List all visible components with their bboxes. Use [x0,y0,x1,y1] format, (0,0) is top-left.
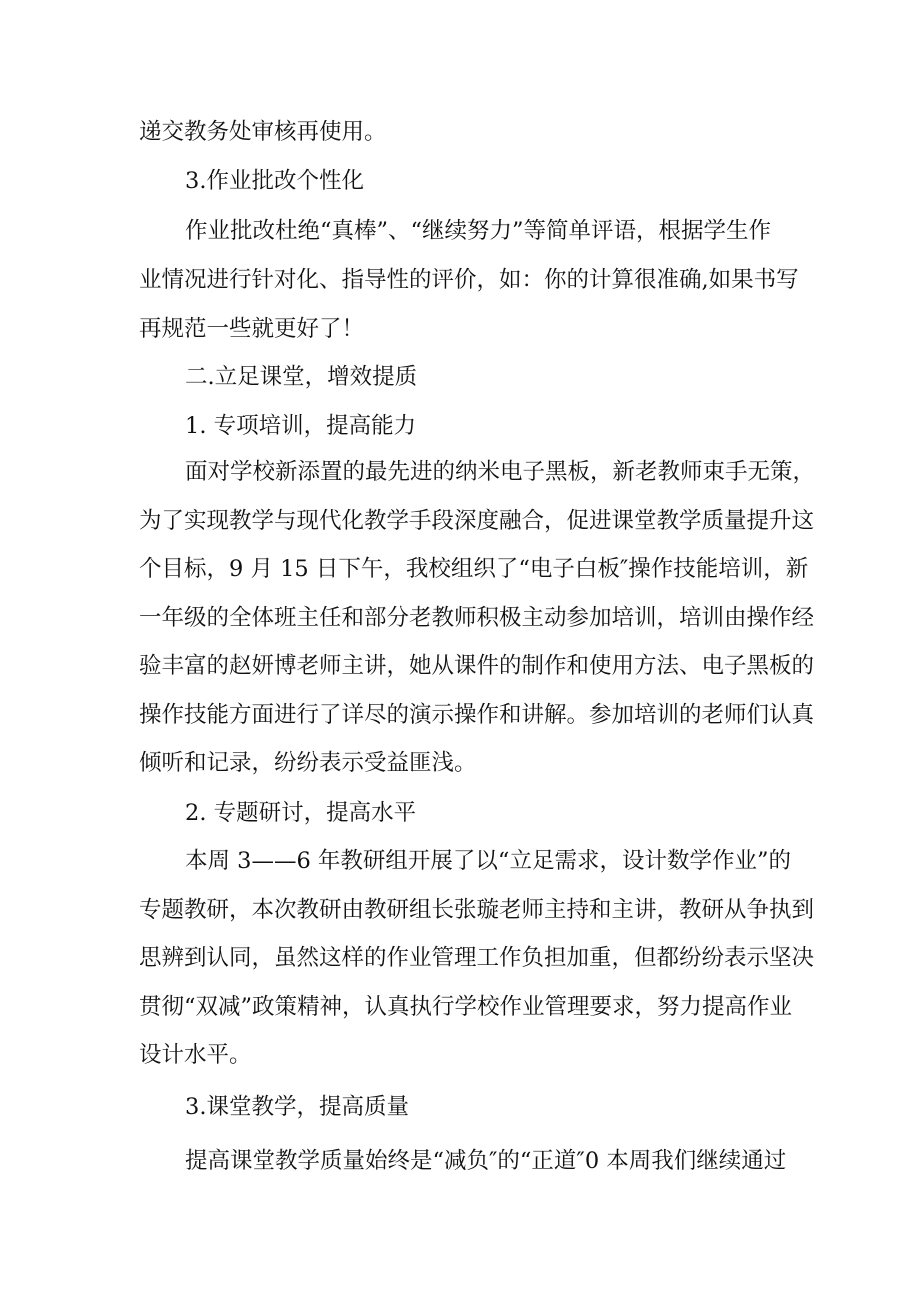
paragraph-line: 业情况进行针对化、指导性的评价，如：你的计算很准确,如果书写 [139,267,799,293]
paragraph-line: 思辨到认同，虽然这样的作业管理工作负担加重，但都纷纷表示坚决 [139,945,815,971]
paragraph-line: 本周 3——6 年教研组开展了以“立足需求，设计数学作业”的 [185,848,791,874]
paragraph-line: 为了实现教学与现代化教学手段深度融合，促进课堂教学质量提升这 [139,508,815,534]
paragraph-line: 倾听和记录，纷纷表示受益匪浅。 [139,750,477,776]
text-line: 递交教务处审核再使用。 [139,119,387,145]
subsection-heading: 3.作业批改个性化 [185,168,364,194]
paragraph-line: 验丰富的赵妍博老师主讲，她从课件的制作和使用方法、电子黑板的 [139,653,815,679]
paragraph-line: 面对学校新添置的最先进的纳米电子黑板，新老教师束手无策， [185,459,816,485]
paragraph-line: 贯彻“双减”政策精神，认真执行学校作业管理要求，努力提高作业 [139,994,793,1020]
paragraph-line: 提高课堂教学质量始终是“减负″的“正道″0 本周我们继续通过 [185,1148,787,1174]
paragraph-line: 作业批改杜绝“真棒”、“继续努力”等简单评语，根据学生作 [185,218,772,244]
paragraph-line: 设计水平。 [139,1042,252,1068]
subsection-heading: 3.课堂教学，提高质量 [185,1094,409,1120]
subsection-heading: 2. 专题研讨，提高水平 [185,800,417,826]
paragraph-line: 操作技能方面进行了详尽的演示操作和讲解。参加培训的老师们认真 [139,702,815,728]
subsection-heading: 1. 专项培训，提高能力 [185,413,417,439]
paragraph-line: 专题教研，本次教研由教研组长张璇老师主持和主讲，教研从争执到 [139,897,815,923]
paragraph-line: 一年级的全体班主任和部分老教师积极主动参加培训，培训由操作经 [139,605,815,631]
paragraph-line: 个目标，9 月 15 日下午，我校组织了“电子白板″操作技能培训，新 [139,556,809,582]
paragraph-line: 再规范一些就更好了！ [139,316,365,342]
section-heading: 二.立足课堂，增效提质 [185,364,418,390]
